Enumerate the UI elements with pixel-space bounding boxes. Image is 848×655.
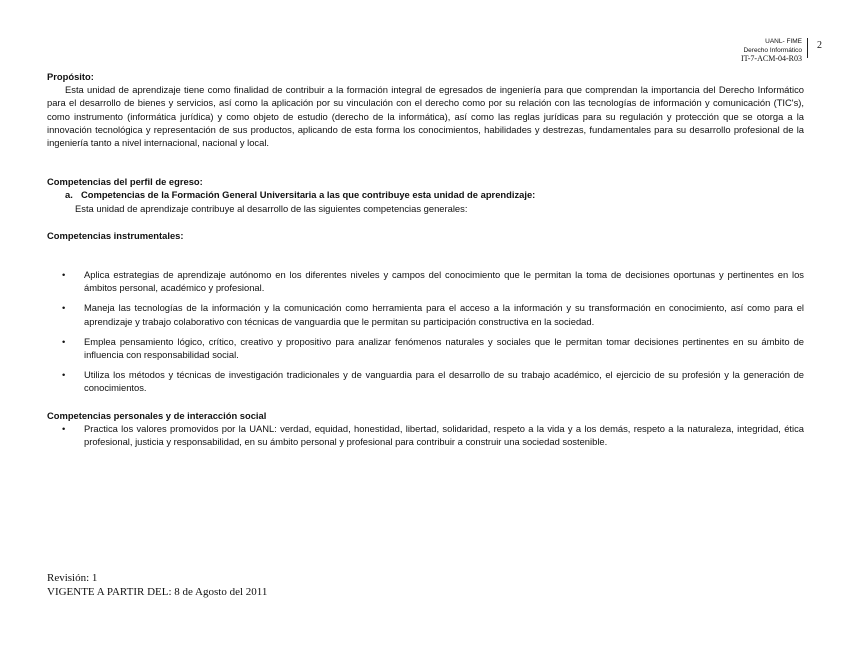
proposito-heading: Propósito: xyxy=(47,71,94,82)
page-number: 2 xyxy=(817,40,822,51)
personales-heading: Competencias personales y de interacción social xyxy=(47,409,267,421)
list-item: • Aplica estrategias de aprendizaje autónomo en los diferentes niveles y campos del conocimiento que le permitan la toma de decisiones oportunas y pertinentes en los ámbitos personal, académico y profesional. xyxy=(62,269,804,294)
list-item: • Practica los valores promovidos por la UANL: verdad, equidad, honestidad, libertad, solidaridad, respeto a la vida y a los demás, respeto a la naturaleza, integridad, ética profesional, justicia y responsabilidad, en su ámbito personal y profesional para contribuir a construir una sociedad sostenible. xyxy=(62,422,804,448)
list-item: • Maneja las tecnologías de la información y la comunicación como herramienta para el acceso a la información y su transformación en conocimiento, así como para el aprendizaje y trabajo colaborativo con técnicas de vanguardia que le permitan su participación constructiva en la sociedad. xyxy=(62,302,804,327)
list-item: • Utiliza los métodos y técnicas de investigación tradicionales y de vanguardia para el desarrollo de su trabajo académico, el ejercicio de su profesión y la generación de conocimientos. xyxy=(62,369,804,394)
perfil-heading: Competencias del perfil de egreso: xyxy=(47,176,203,188)
personales-list xyxy=(47,422,804,448)
page-header xyxy=(741,38,802,64)
header-course: Derecho Informático xyxy=(743,46,802,54)
page-footer xyxy=(47,571,267,599)
list-item: • Emplea pensamiento lógico, crítico, creativo y propositivo para analizar fenómenos naturales y sociales que le permitan tomar decisiones pertinentes en su ámbito de influencia con responsabilidad social. xyxy=(62,335,804,361)
header-document-code: IT-7-ACM-04-R03 xyxy=(740,54,802,63)
document-body xyxy=(47,70,804,455)
bullet-icon: • xyxy=(62,302,66,314)
perfil-sub-letter: a. xyxy=(65,189,73,201)
instrumentales-heading: Competencias instrumentales: xyxy=(47,229,184,241)
perfil-sub-title: Competencias de la Formación General Universitaria a las que contribuye esta unidad de aprendizaje: xyxy=(81,189,536,201)
perfil-subtext: Esta unidad de aprendizaje contribuye al desarrollo de las siguientes competencias generales: xyxy=(75,202,468,214)
vigente-label: VIGENTE A PARTIR DEL: 8 de Agosto del 2011 xyxy=(47,586,268,598)
bullet-icon: • xyxy=(62,335,66,347)
bullet-icon: • xyxy=(62,422,66,434)
revision-label: Revisión: 1 xyxy=(47,572,98,584)
instrumentales-list xyxy=(47,268,804,395)
header-institution: UANL- FIME xyxy=(765,38,802,45)
perfil-subheading xyxy=(65,188,804,201)
proposito-paragraph: Esta unidad de aprendizaje tiene como finalidad de contribuir a la formación integral de egresados de ingeniería para que comprendan la importancia del Derecho Informático para el desarrollo de bienes y servicios, así como la aplicación por su vinculación con el derecho como por su relación con las tecnologías de información y comunicación (TIC's), como instrumento (informática jurídica) y como objeto de estudio (derecho de la informática), así como las reglas jurídicas para su regulación y protección que se otorga a la innovación tecnológica y representación de sus productos, aplicando de esta forma los conocimientos, habilidades y destrezas, fundamentales para su desarrollo profesional de la ingeniería tanto a nivel internacional, nacional y local. xyxy=(47,84,804,149)
header-divider xyxy=(807,38,808,58)
bullet-icon: • xyxy=(62,369,66,381)
bullet-icon: • xyxy=(62,269,66,281)
